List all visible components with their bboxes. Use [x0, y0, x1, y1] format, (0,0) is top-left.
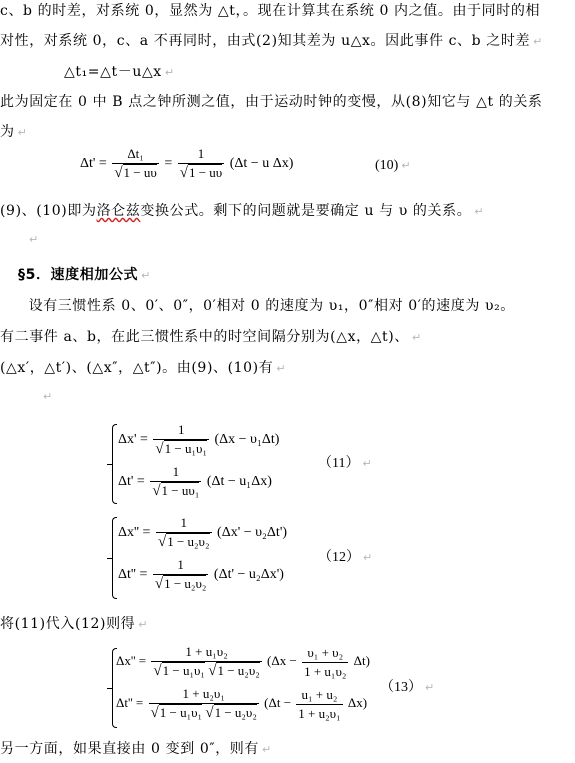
text-line: (△x′，△t′)、(△x″，△t″)。由(9)、(10)有 ↵	[0, 360, 287, 376]
paragraph-return-icon: ↵	[17, 126, 28, 139]
equation-number: (10) ↵	[375, 158, 411, 173]
equation-11-row2: Δt' = $\frac{1}{\text{√1 − uυ₁}}$ (Δt − u₁Δx)	[118, 464, 272, 499]
fraction: $\frac{1}{\text{√1 − uυ₁}}$	[152, 464, 200, 499]
text-line: 设有三惯性系 0、0′、0″，0′相对 0 的速度为 υ₁，0″相对 0′的速度为 υ₂。	[14, 298, 515, 314]
paragraph-return-icon: ↵	[401, 159, 411, 172]
paragraph-return-icon: ↵	[411, 331, 422, 344]
equation-brace	[112, 517, 117, 599]
equation-13-row2: Δt'' = $\frac{\text{1 + u₂υ₁}}{\text{√1 − u₁υ₁ √1 − u₂υ₂}}$ (Δt − $\frac{\text{u₁ + u₂}}{\text{1 + u₂υ₁}}$ Δx)	[116, 686, 368, 721]
paragraph-return-icon: ↵	[138, 618, 149, 631]
paragraph-return-icon: ↵	[262, 743, 272, 756]
text-line: 为 ↵	[0, 124, 28, 140]
paragraph-return-icon: ↵	[29, 233, 39, 246]
fraction: $\frac{1}{\text{√1 − u₂υ₂}}$	[157, 515, 210, 550]
paragraph-return-icon: ↵	[533, 35, 543, 48]
equation-10: Δt' = $\frac{\text{Δt₁}}{√1 - u\upsilon}$ = $\frac{1}{√1 - u\upsilon}$ (Δt − u Δx)	[80, 146, 294, 181]
fraction: $\frac{\text{u₁ + u₂}}{\text{1 + u₂υ₁}}$	[298, 686, 341, 721]
text-line: 此为固定在 0 中 B 点之钟所测之值，由于运动时钟的变慢，从(8)知它与 △t 的关系	[0, 94, 543, 110]
paragraph-return-icon: ↵	[362, 457, 372, 470]
fraction: $\frac{\text{1 + u₁υ₂}}{\text{√1 − u₁υ₁ √1 − u₂υ₂}}$	[153, 644, 260, 679]
fraction: $\frac{1}{√1 - u\upsilon}$	[179, 146, 223, 181]
paragraph-return-icon: ↵	[363, 551, 373, 564]
empty-line	[40, 388, 53, 404]
spellcheck-flagged-word: 洛仑兹	[96, 203, 141, 219]
equation-11-row1: Δx' = $\frac{1}{\text{√1 − u₁υ₁}}$ (Δx − υ₁Δt)	[118, 422, 280, 457]
equation-inline: △t₁=△t－u△x ↵	[64, 64, 175, 80]
section-heading: §5．速度相加公式 ↵	[18, 267, 151, 283]
paragraph-return-icon: ↵	[141, 269, 151, 282]
equation-brace	[112, 424, 117, 504]
equation-number: （13） ↵	[380, 680, 435, 695]
text-line: 将(11)代入(12)则得 ↵	[0, 616, 149, 632]
fraction: $\frac{1}{\text{√1 − u₁υ₁}}$	[155, 422, 207, 457]
equation-13-row1: Δx'' = $\frac{\text{1 + u₁υ₂}}{\text{√1 − u₁υ₁ √1 − u₂υ₂}}$ (Δx − $\frac{\text{υ₁ + υ₂}}{\text{1 + u₁υ₂}}$ Δt)	[116, 644, 370, 679]
text-line: c、b 的时差，对系统 0，显然为 △t，。现在计算其在系统 0 内之值。由于同时的相	[0, 3, 541, 19]
text-line: 对性，对系统 0，c、a 不再同时，由式(2)知其差为 u△x。因此事件 c、b 之时差 ↵	[0, 33, 543, 49]
text-line: 有二事件 a、b，在此三惯性系中的时空间隔分别为(△x，△t)、 ↵	[0, 329, 422, 345]
equation-number: （11） ↵	[318, 456, 372, 471]
fraction: $\frac{\text{1 + u₂υ₁}}{\text{√1 − u₁υ₁ √1 − u₂υ₂}}$	[150, 686, 257, 721]
paragraph-return-icon: ↵	[43, 390, 53, 403]
text-line: (9)、(10)即为洛仑兹变换公式。剩下的问题就是要确定 u 与 υ 的关系。 ↵	[0, 203, 485, 219]
paragraph-return-icon: ↵	[164, 66, 175, 79]
fraction: $\frac{1}{\text{√1 − u₂υ₂}}$	[154, 557, 207, 592]
paragraph-return-icon: ↵	[276, 362, 287, 375]
fraction: $\frac{\text{υ₁ + υ₂}}{\text{1 + u₁υ₂}}$	[304, 644, 347, 679]
empty-line	[26, 231, 39, 247]
fraction: $\frac{\text{Δt₁}}{√1 - u\upsilon}$	[114, 146, 157, 181]
text-line: 另一方面，如果直接由 0 变到 0″，则有 ↵	[0, 741, 272, 757]
paragraph-return-icon: ↵	[425, 681, 435, 694]
equation-number: （12） ↵	[318, 550, 373, 565]
equation-12-row1: Δx'' = $\frac{1}{\text{√1 − u₂υ₂}}$ (Δx' − υ₂Δt')	[118, 515, 288, 550]
equation-12-row2: Δt'' = $\frac{1}{\text{√1 − u₂υ₂}}$ (Δt' − u₂Δx')	[118, 557, 284, 592]
paragraph-return-icon: ↵	[474, 205, 485, 218]
